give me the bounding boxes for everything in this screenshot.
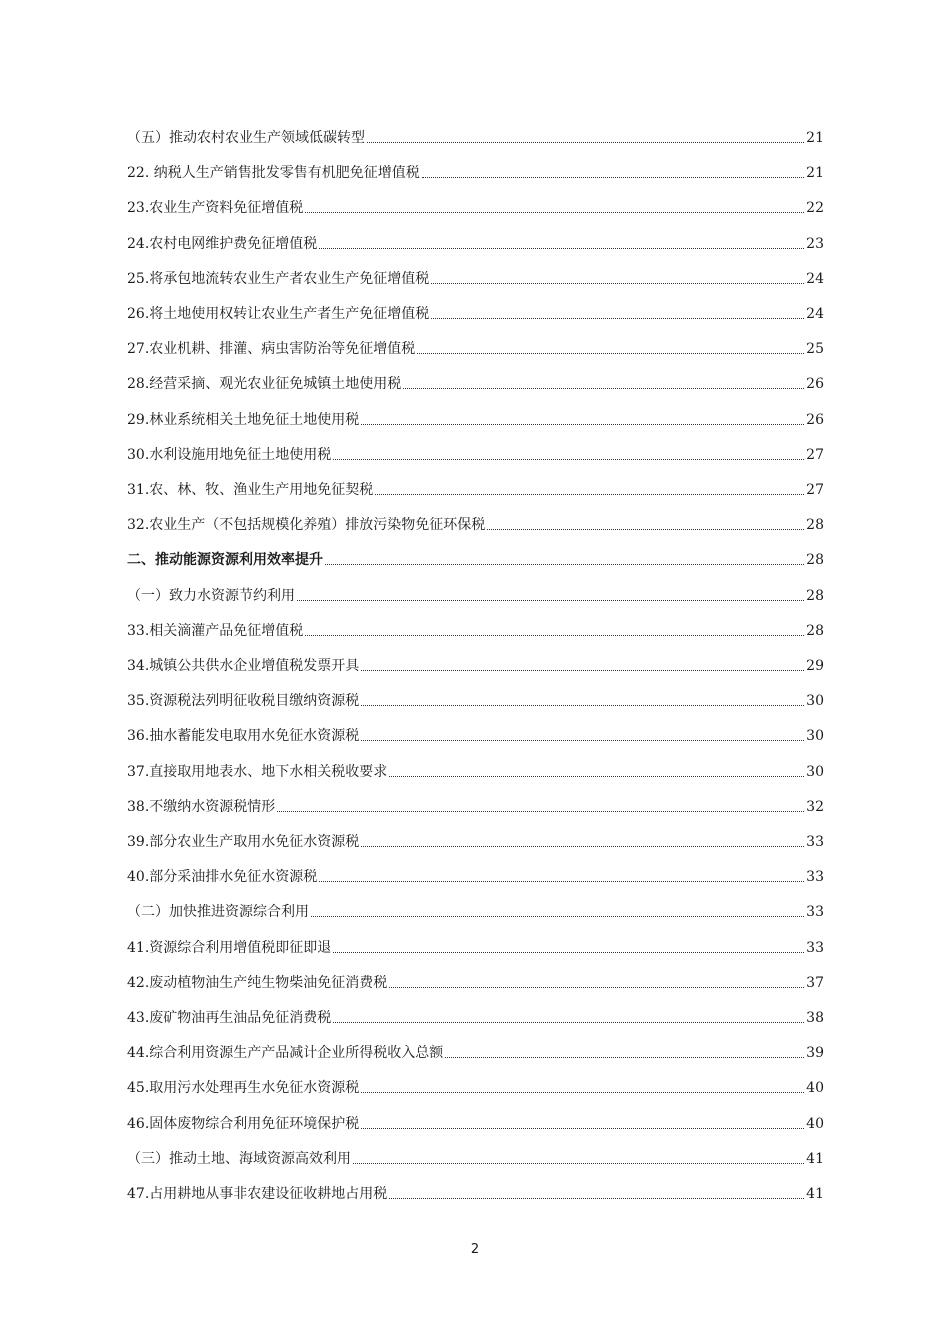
toc-entry-title: （五）推动农村农业生产领域低碳转型 — [127, 130, 365, 146]
toc-entry-page: 22 — [806, 200, 824, 217]
toc-entry-title: 39.部分农业生产取用水免征水资源税 — [127, 834, 360, 850]
toc-entry-title: 38.不缴纳水资源税情形 — [127, 798, 276, 815]
toc-entry-title: 二、推动能源资源利用效率提升 — [127, 552, 323, 569]
toc-entry[interactable] — [127, 1041, 824, 1063]
dot-leader — [333, 951, 804, 953]
dot-leader — [319, 247, 804, 249]
toc-entry-page: 30 — [806, 728, 824, 745]
dot-leader — [389, 986, 804, 988]
toc-entry-title: 28.经营采摘、观光农业征免城镇土地使用税 — [127, 376, 402, 393]
toc-entry[interactable] — [127, 267, 824, 289]
toc-entry-page: 26 — [806, 411, 824, 428]
toc-entry-page: 28 — [806, 587, 824, 604]
toc-entry[interactable] — [127, 232, 824, 254]
dot-leader — [297, 599, 804, 601]
toc-entry-title: 43.废矿物油再生油品免征消费税 — [127, 1010, 332, 1026]
dot-leader — [305, 211, 804, 213]
toc-entry-title: 42.废动植物油生产纯生物柴油免征消费税 — [127, 974, 388, 991]
dot-leader — [319, 880, 804, 882]
toc-entry-title: 32.农业生产（不包括规模化养殖）排放污染物免征环保税 — [127, 517, 486, 534]
dot-leader — [403, 387, 804, 389]
toc-entry-page: 26 — [806, 376, 824, 393]
toc-entry-page: 21 — [806, 165, 824, 182]
toc-entry-page: 33 — [806, 869, 824, 886]
toc-entry-page: 21 — [806, 130, 824, 146]
toc-entry-title: 45.取用污水处理再生水免征水资源税 — [127, 1080, 360, 1097]
toc-entry-title: （二）加快推进资源综合利用 — [127, 904, 309, 921]
toc-entry-page: 37 — [806, 974, 824, 991]
dot-leader — [389, 775, 804, 777]
toc-entry[interactable] — [127, 724, 824, 746]
toc-entry-title: 37.直接取用地表水、地下水相关税收要求 — [127, 763, 388, 780]
toc-entry-title: 26.将土地使用权转让农业生产者生产免征增值税 — [127, 306, 430, 322]
toc-entry-page: 25 — [806, 341, 824, 358]
toc-entry-page: 40 — [806, 1115, 824, 1132]
dot-leader — [422, 176, 804, 178]
toc-entry-page: 24 — [806, 270, 824, 287]
dot-leader — [361, 669, 804, 671]
toc-entry-page: 30 — [806, 693, 824, 710]
toc-entry-page: 41 — [806, 1186, 824, 1202]
toc-entry-title: 29.林业系统相关土地免征土地使用税 — [127, 411, 360, 428]
dot-leader — [311, 915, 804, 917]
dot-leader — [431, 317, 804, 319]
toc-entry-title: 47.占用耕地从事非农建设征收耕地占用税 — [127, 1186, 388, 1202]
toc-entry-page: 24 — [806, 306, 824, 322]
toc-entry-page: 39 — [806, 1045, 824, 1062]
toc-entry-title: 22. 纳税人生产销售批发零售有机肥免征增值税 — [127, 165, 420, 182]
dot-leader — [361, 423, 804, 425]
toc-entry-title: 46.固体废物综合利用免征环境保护税 — [127, 1115, 360, 1132]
toc-entry-title: （一）致力水资源节约利用 — [127, 587, 295, 604]
dot-leader — [375, 493, 804, 495]
toc-entry[interactable] — [127, 548, 824, 570]
toc-entry-page: 29 — [806, 658, 824, 674]
toc-entry[interactable] — [127, 900, 824, 922]
toc-entry-title: 36.抽水蓄能发电取用水免征水资源税 — [127, 728, 360, 745]
toc-entry[interactable] — [127, 126, 824, 148]
toc-entry-title: 33.相关滴灌产品免征增值税 — [127, 622, 304, 639]
toc-entry[interactable] — [127, 971, 824, 993]
dot-leader — [305, 634, 804, 636]
toc-entry-title: 31.农、林、牧、渔业生产用地免征契税 — [127, 482, 374, 498]
toc-entry[interactable] — [127, 619, 824, 641]
toc-entry[interactable] — [127, 584, 824, 606]
toc-entry-page: 32 — [806, 798, 824, 815]
dot-leader — [361, 739, 804, 741]
toc-entry-title: （三）推动土地、海域资源高效利用 — [127, 1150, 351, 1167]
toc-entry[interactable] — [127, 196, 824, 218]
toc-entry[interactable] — [127, 936, 824, 958]
dot-leader — [445, 1056, 804, 1058]
toc-entry[interactable] — [127, 689, 824, 711]
toc-entry-page: 33 — [806, 834, 824, 850]
toc-entry-page: 38 — [806, 1010, 824, 1026]
toc-entry[interactable] — [127, 1182, 824, 1204]
toc-entry-title: 23.农业生产资料免征增值税 — [127, 200, 304, 217]
dot-leader — [361, 704, 804, 706]
page-number: 2 — [470, 1242, 480, 1257]
toc-entry-title: 41.资源综合利用增值税即征即退 — [127, 939, 332, 956]
toc-entry-title: 34.城镇公共供水企业增值税发票开具 — [127, 658, 360, 674]
toc-entry-title: 30.水利设施用地免征土地使用税 — [127, 446, 332, 463]
toc-entry-title: 27.农业机耕、排灌、病虫害防治等免征增值税 — [127, 341, 416, 358]
toc-entry[interactable] — [127, 654, 824, 676]
dot-leader — [353, 1162, 804, 1164]
toc-entry[interactable] — [127, 1112, 824, 1134]
dot-leader — [389, 1197, 804, 1199]
dot-leader — [333, 1021, 804, 1023]
toc-entry-page: 28 — [806, 552, 824, 569]
toc-entry[interactable] — [127, 337, 824, 359]
toc-entry-title: 25.将承包地流转农业生产者农业生产免征增值税 — [127, 270, 430, 287]
toc-entry[interactable] — [127, 302, 824, 324]
dot-leader — [487, 528, 804, 530]
toc-entry-page: 33 — [806, 904, 824, 921]
dot-leader — [361, 1127, 804, 1129]
toc-entry[interactable] — [127, 865, 824, 887]
toc-entry[interactable] — [127, 760, 824, 782]
toc-entry-title: 35.资源税法列明征收税目缴纳资源税 — [127, 693, 360, 710]
dot-leader — [277, 810, 804, 812]
toc-entry-page: 27 — [806, 446, 824, 463]
dot-leader — [333, 458, 804, 460]
toc-entry[interactable] — [127, 1147, 824, 1169]
toc-entry[interactable] — [127, 830, 824, 852]
toc-entry-page: 30 — [806, 763, 824, 780]
toc-entry[interactable] — [127, 372, 824, 394]
toc-entry-page: 28 — [806, 517, 824, 534]
toc-entry[interactable] — [127, 408, 824, 430]
toc-entry-page: 28 — [806, 622, 824, 639]
toc-entry-title: 40.部分采油排水免征水资源税 — [127, 869, 318, 886]
toc-entry-page: 41 — [806, 1150, 824, 1167]
toc-entry-page: 23 — [806, 235, 824, 252]
toc-entry[interactable] — [127, 513, 824, 535]
toc-entry[interactable] — [127, 1006, 824, 1028]
dot-leader — [325, 563, 804, 565]
dot-leader — [361, 1091, 804, 1093]
toc-entry-title: 44.综合利用资源生产产品减计企业所得税收入总额 — [127, 1045, 444, 1062]
dot-leader — [361, 845, 804, 847]
toc-entry[interactable] — [127, 161, 824, 183]
toc-entry-page: 33 — [806, 939, 824, 956]
toc-entry[interactable] — [127, 443, 824, 465]
toc-entry[interactable] — [127, 795, 824, 817]
toc-entry-title: 24.农村电网维护费免征增值税 — [127, 235, 318, 252]
dot-leader — [417, 352, 804, 354]
toc-entry-page: 40 — [806, 1080, 824, 1097]
dot-leader — [431, 282, 804, 284]
toc-entry[interactable] — [127, 478, 824, 500]
toc-entry[interactable] — [127, 1076, 824, 1098]
dot-leader — [367, 141, 804, 143]
toc-entry-page: 27 — [806, 482, 824, 498]
